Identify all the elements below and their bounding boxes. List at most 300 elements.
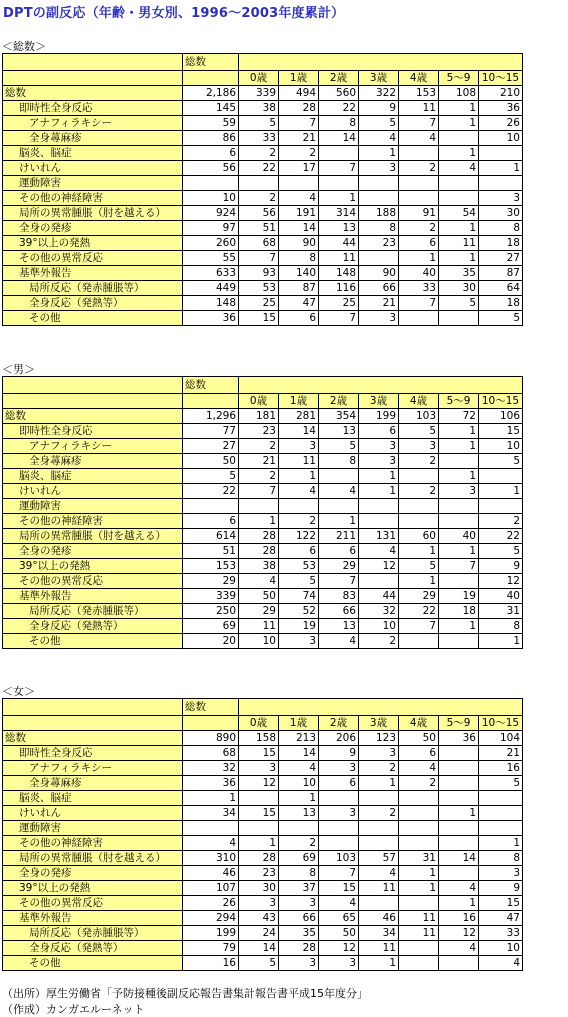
cell-age: 93 (239, 265, 279, 280)
header-total: 総数 (183, 54, 239, 71)
cell-total: 6 (183, 145, 239, 160)
cell-age: 2 (359, 633, 399, 648)
cell-age: 11 (239, 618, 279, 633)
cell-age (439, 190, 479, 205)
row-label: 全身蕁麻疹 (3, 453, 183, 468)
cell-age: 4 (279, 483, 319, 498)
cell-total: 614 (183, 528, 239, 543)
cell-age: 9 (359, 100, 399, 115)
cell-age: 11 (359, 880, 399, 895)
cell-total: 1 (183, 790, 239, 805)
cell-age: 6 (319, 543, 359, 558)
cell-total: 86 (183, 130, 239, 145)
cell-total: 46 (183, 865, 239, 880)
header-age: 1歳 (279, 70, 319, 85)
cell-total: 10 (183, 190, 239, 205)
cell-age: 21 (239, 453, 279, 468)
header-age: 5～9 (439, 715, 479, 730)
cell-age: 11 (359, 940, 399, 955)
cell-age: 4 (439, 160, 479, 175)
cell-age: 12 (479, 573, 523, 588)
cell-age (479, 498, 523, 513)
row-label: 全身の発疹 (3, 543, 183, 558)
cell-age: 211 (319, 528, 359, 543)
cell-total: 4 (183, 835, 239, 850)
cell-age: 30 (439, 280, 479, 295)
cell-age (439, 745, 479, 760)
row-label: けいれん (3, 805, 183, 820)
row-label: 局所の異常腫脹（肘を越える） (3, 850, 183, 865)
cell-age: 28 (239, 543, 279, 558)
cell-age: 1 (439, 468, 479, 483)
cell-age: 22 (399, 603, 439, 618)
table-row (3, 280, 523, 295)
cell-age: 10 (479, 940, 523, 955)
cell-age: 14 (439, 850, 479, 865)
header-age: 10～15 (479, 70, 523, 85)
cell-age: 8 (279, 865, 319, 880)
cell-age: 1 (359, 483, 399, 498)
table-row (3, 775, 523, 790)
cell-age (399, 498, 439, 513)
cell-age (239, 498, 279, 513)
cell-age (359, 250, 399, 265)
row-label: けいれん (3, 160, 183, 175)
cell-age (359, 498, 399, 513)
cell-age: 44 (319, 235, 359, 250)
cell-age: 17 (279, 160, 319, 175)
cell-age (399, 790, 439, 805)
header-blank-cell (239, 54, 523, 71)
table-row (3, 453, 523, 468)
row-label: その他の神経障害 (3, 835, 183, 850)
cell-age: 40 (399, 265, 439, 280)
table-row (3, 85, 523, 100)
cell-age: 4 (239, 573, 279, 588)
table-row (3, 175, 523, 190)
cell-age: 2 (399, 220, 439, 235)
cell-age (479, 805, 523, 820)
cell-total: 27 (183, 438, 239, 453)
cell-age: 5 (479, 775, 523, 790)
cell-total: 260 (183, 235, 239, 250)
cell-age: 10 (279, 775, 319, 790)
cell-age: 56 (239, 205, 279, 220)
cell-age: 2 (359, 805, 399, 820)
table-row (3, 205, 523, 220)
cell-age: 12 (319, 940, 359, 955)
cell-total: 59 (183, 115, 239, 130)
cell-age: 10 (239, 633, 279, 648)
cell-age: 181 (239, 408, 279, 423)
table-row (3, 805, 523, 820)
cell-age: 1 (399, 543, 439, 558)
cell-age: 494 (279, 85, 319, 100)
cell-age: 3 (279, 438, 319, 453)
cell-age: 33 (399, 280, 439, 295)
table-row (3, 730, 523, 745)
cell-age (359, 175, 399, 190)
cell-age: 188 (359, 205, 399, 220)
cell-age: 3 (479, 865, 523, 880)
cell-age: 354 (319, 408, 359, 423)
cell-total: 153 (183, 558, 239, 573)
cell-age: 1 (439, 543, 479, 558)
cell-age: 7 (279, 115, 319, 130)
cell-age: 10 (479, 438, 523, 453)
cell-age: 50 (399, 730, 439, 745)
row-label: 運動障害 (3, 175, 183, 190)
cell-age: 3 (359, 438, 399, 453)
header-age: 4歳 (399, 715, 439, 730)
cell-age: 51 (239, 220, 279, 235)
row-label: その他の異常反応 (3, 250, 183, 265)
table-row (3, 483, 523, 498)
cell-age: 3 (479, 190, 523, 205)
header-age: 1歳 (279, 393, 319, 408)
cell-age (399, 513, 439, 528)
header-row-total (3, 377, 523, 394)
header-age: 2歳 (319, 393, 359, 408)
cell-age: 4 (479, 955, 523, 970)
cell-age (359, 820, 399, 835)
cell-age (399, 145, 439, 160)
cell-age: 34 (359, 925, 399, 940)
cell-age: 1 (439, 220, 479, 235)
cell-age: 1 (439, 618, 479, 633)
header-blank-cell (3, 377, 183, 394)
cell-age: 560 (319, 85, 359, 100)
data-table (2, 376, 523, 649)
table-row (3, 955, 523, 970)
cell-total: 29 (183, 573, 239, 588)
cell-age: 131 (359, 528, 399, 543)
cell-age: 7 (239, 250, 279, 265)
cell-age: 4 (439, 940, 479, 955)
row-label: 総数 (3, 730, 183, 745)
header-age: 0歳 (239, 70, 279, 85)
cell-age: 1 (439, 100, 479, 115)
cell-age: 3 (359, 453, 399, 468)
cell-total: 22 (183, 483, 239, 498)
cell-age: 3 (359, 160, 399, 175)
cell-age: 2 (359, 760, 399, 775)
cell-age: 15 (239, 805, 279, 820)
cell-age: 2 (399, 160, 439, 175)
cell-age: 8 (359, 220, 399, 235)
header-age: 2歳 (319, 715, 359, 730)
cell-age (399, 175, 439, 190)
cell-age: 5 (479, 543, 523, 558)
cell-age: 3 (399, 438, 439, 453)
cell-age: 33 (479, 925, 523, 940)
cell-total: 79 (183, 940, 239, 955)
table-row (3, 145, 523, 160)
cell-age: 1 (439, 115, 479, 130)
header-age: 10～15 (479, 715, 523, 730)
cell-age: 27 (479, 250, 523, 265)
table-row (3, 220, 523, 235)
table-row (3, 543, 523, 558)
cell-total (183, 498, 239, 513)
cell-age: 11 (399, 910, 439, 925)
cell-age: 1 (359, 775, 399, 790)
cell-age: 19 (279, 618, 319, 633)
cell-age (239, 820, 279, 835)
cell-total: 310 (183, 850, 239, 865)
cell-age: 23 (239, 423, 279, 438)
cell-age: 65 (319, 910, 359, 925)
cell-age: 8 (279, 250, 319, 265)
cell-age: 22 (319, 100, 359, 115)
cell-age: 1 (359, 468, 399, 483)
cell-age: 2 (239, 438, 279, 453)
header-age: 4歳 (399, 70, 439, 85)
cell-age: 148 (319, 265, 359, 280)
cell-age: 47 (479, 910, 523, 925)
table-row (3, 558, 523, 573)
row-label: 基準外報告 (3, 265, 183, 280)
row-label: 脳炎、脳症 (3, 145, 183, 160)
header-age: 5～9 (439, 393, 479, 408)
cell-age: 153 (399, 85, 439, 100)
cell-age (399, 190, 439, 205)
row-label: アナフィラキシー (3, 438, 183, 453)
cell-total: 97 (183, 220, 239, 235)
header-blank-cell (239, 377, 523, 394)
cell-age: 2 (239, 468, 279, 483)
cell-total: 34 (183, 805, 239, 820)
cell-total: 50 (183, 453, 239, 468)
cell-age: 10 (359, 618, 399, 633)
cell-age: 339 (239, 85, 279, 100)
row-label: その他 (3, 310, 183, 325)
cell-age (359, 790, 399, 805)
cell-total (183, 820, 239, 835)
cell-age: 4 (359, 543, 399, 558)
table-row (3, 745, 523, 760)
table-row (3, 835, 523, 850)
cell-total: 16 (183, 955, 239, 970)
cell-age: 5 (359, 115, 399, 130)
table-row (3, 423, 523, 438)
cell-age: 314 (319, 205, 359, 220)
cell-total: 633 (183, 265, 239, 280)
cell-age: 15 (479, 895, 523, 910)
cell-age: 74 (279, 588, 319, 603)
header-age: 3歳 (359, 715, 399, 730)
row-label: 局所の異常腫脹（肘を越える） (3, 528, 183, 543)
row-label: 即時性全身反応 (3, 423, 183, 438)
row-label: その他の神経障害 (3, 190, 183, 205)
cell-age (239, 175, 279, 190)
cell-age: 5 (479, 310, 523, 325)
cell-age: 91 (399, 205, 439, 220)
cell-age: 87 (479, 265, 523, 280)
cell-age (359, 835, 399, 850)
header-age: 3歳 (359, 70, 399, 85)
table-row (3, 160, 523, 175)
table-row (3, 438, 523, 453)
cell-age: 5 (319, 438, 359, 453)
cell-age: 68 (239, 235, 279, 250)
cell-age: 4 (359, 865, 399, 880)
header-blank-cell (183, 70, 239, 85)
cell-age: 1 (479, 633, 523, 648)
table-row (3, 408, 523, 423)
table-row (3, 850, 523, 865)
cell-age (479, 820, 523, 835)
cell-age: 28 (279, 100, 319, 115)
header-age: 2歳 (319, 70, 359, 85)
cell-age (279, 820, 319, 835)
header-blank-cell (3, 393, 183, 408)
data-table (2, 53, 523, 326)
section-label: ＜女＞ (2, 685, 35, 698)
cell-age: 7 (239, 483, 279, 498)
table-row (3, 633, 523, 648)
cell-age: 3 (319, 805, 359, 820)
cell-age: 11 (439, 235, 479, 250)
cell-age: 8 (479, 618, 523, 633)
cell-age: 3 (319, 955, 359, 970)
cell-age: 1 (479, 160, 523, 175)
cell-age: 1 (479, 835, 523, 850)
cell-age (279, 498, 319, 513)
row-label: けいれん (3, 483, 183, 498)
cell-total: 148 (183, 295, 239, 310)
table-row (3, 865, 523, 880)
cell-age: 103 (399, 408, 439, 423)
cell-age: 14 (319, 130, 359, 145)
header-age: 0歳 (239, 715, 279, 730)
cell-age: 16 (479, 760, 523, 775)
cell-total: 449 (183, 280, 239, 295)
cell-age: 46 (359, 910, 399, 925)
cell-age: 1 (439, 805, 479, 820)
row-label: その他 (3, 633, 183, 648)
cell-age (439, 175, 479, 190)
cell-age (399, 895, 439, 910)
cell-total: 36 (183, 775, 239, 790)
cell-age (279, 175, 319, 190)
cell-age: 1 (359, 955, 399, 970)
cell-age (439, 513, 479, 528)
header-row-ages (3, 393, 523, 408)
table-row (3, 295, 523, 310)
cell-age: 103 (319, 850, 359, 865)
cell-age: 2 (279, 835, 319, 850)
row-label: その他の異常反応 (3, 895, 183, 910)
cell-age: 13 (319, 220, 359, 235)
header-age: 0歳 (239, 393, 279, 408)
header-blank-cell (3, 70, 183, 85)
cell-age: 108 (439, 85, 479, 100)
header-age: 4歳 (399, 393, 439, 408)
row-label: 局所の異常腫脹（肘を越える） (3, 205, 183, 220)
cell-age: 4 (399, 130, 439, 145)
table-row (3, 190, 523, 205)
header-blank-cell (3, 699, 183, 716)
cell-age: 4 (279, 760, 319, 775)
cell-age: 5 (399, 558, 439, 573)
cell-age: 8 (479, 220, 523, 235)
cell-age (439, 310, 479, 325)
cell-age: 1 (279, 790, 319, 805)
cell-age: 21 (359, 295, 399, 310)
cell-age: 1 (319, 513, 359, 528)
cell-total: 294 (183, 910, 239, 925)
table-row (3, 265, 523, 280)
cell-age: 11 (279, 453, 319, 468)
cell-age (439, 955, 479, 970)
cell-total: 2,186 (183, 85, 239, 100)
cell-age: 57 (359, 850, 399, 865)
cell-age (439, 633, 479, 648)
table-row (3, 588, 523, 603)
cell-age: 9 (479, 880, 523, 895)
cell-age: 14 (279, 423, 319, 438)
cell-age: 281 (279, 408, 319, 423)
row-label: 即時性全身反応 (3, 745, 183, 760)
cell-age: 6 (319, 775, 359, 790)
header-age: 5～9 (439, 70, 479, 85)
cell-age: 2 (399, 453, 439, 468)
cell-total: 890 (183, 730, 239, 745)
cell-age: 29 (399, 588, 439, 603)
cell-age (439, 775, 479, 790)
header-blank-cell (239, 699, 523, 716)
cell-age: 7 (319, 573, 359, 588)
cell-age (399, 310, 439, 325)
cell-age: 7 (399, 618, 439, 633)
cell-age: 104 (479, 730, 523, 745)
cell-age: 3 (239, 760, 279, 775)
cell-age: 7 (319, 310, 359, 325)
row-label: 脳炎、脳症 (3, 790, 183, 805)
cell-age: 90 (279, 235, 319, 250)
cell-age: 12 (439, 925, 479, 940)
cell-age: 69 (279, 850, 319, 865)
cell-age: 2 (399, 775, 439, 790)
cell-age: 2 (239, 190, 279, 205)
cell-age (439, 820, 479, 835)
cell-age: 2 (279, 513, 319, 528)
cell-age: 7 (399, 295, 439, 310)
row-label: 39°以上の発熱 (3, 235, 183, 250)
cell-total: 69 (183, 618, 239, 633)
cell-age: 206 (319, 730, 359, 745)
cell-age: 322 (359, 85, 399, 100)
row-label: 基準外報告 (3, 910, 183, 925)
row-label: 即時性全身反応 (3, 100, 183, 115)
cell-age: 83 (319, 588, 359, 603)
cell-age: 3 (359, 310, 399, 325)
cell-age: 44 (359, 588, 399, 603)
cell-age: 6 (279, 310, 319, 325)
cell-age: 37 (279, 880, 319, 895)
cell-age: 1 (279, 468, 319, 483)
header-blank-cell (183, 393, 239, 408)
cell-age: 66 (359, 280, 399, 295)
cell-age (319, 820, 359, 835)
cell-age: 47 (279, 295, 319, 310)
cell-age: 40 (479, 588, 523, 603)
cell-age: 2 (239, 145, 279, 160)
table-row (3, 940, 523, 955)
cell-age (399, 955, 439, 970)
header-blank-cell (183, 715, 239, 730)
